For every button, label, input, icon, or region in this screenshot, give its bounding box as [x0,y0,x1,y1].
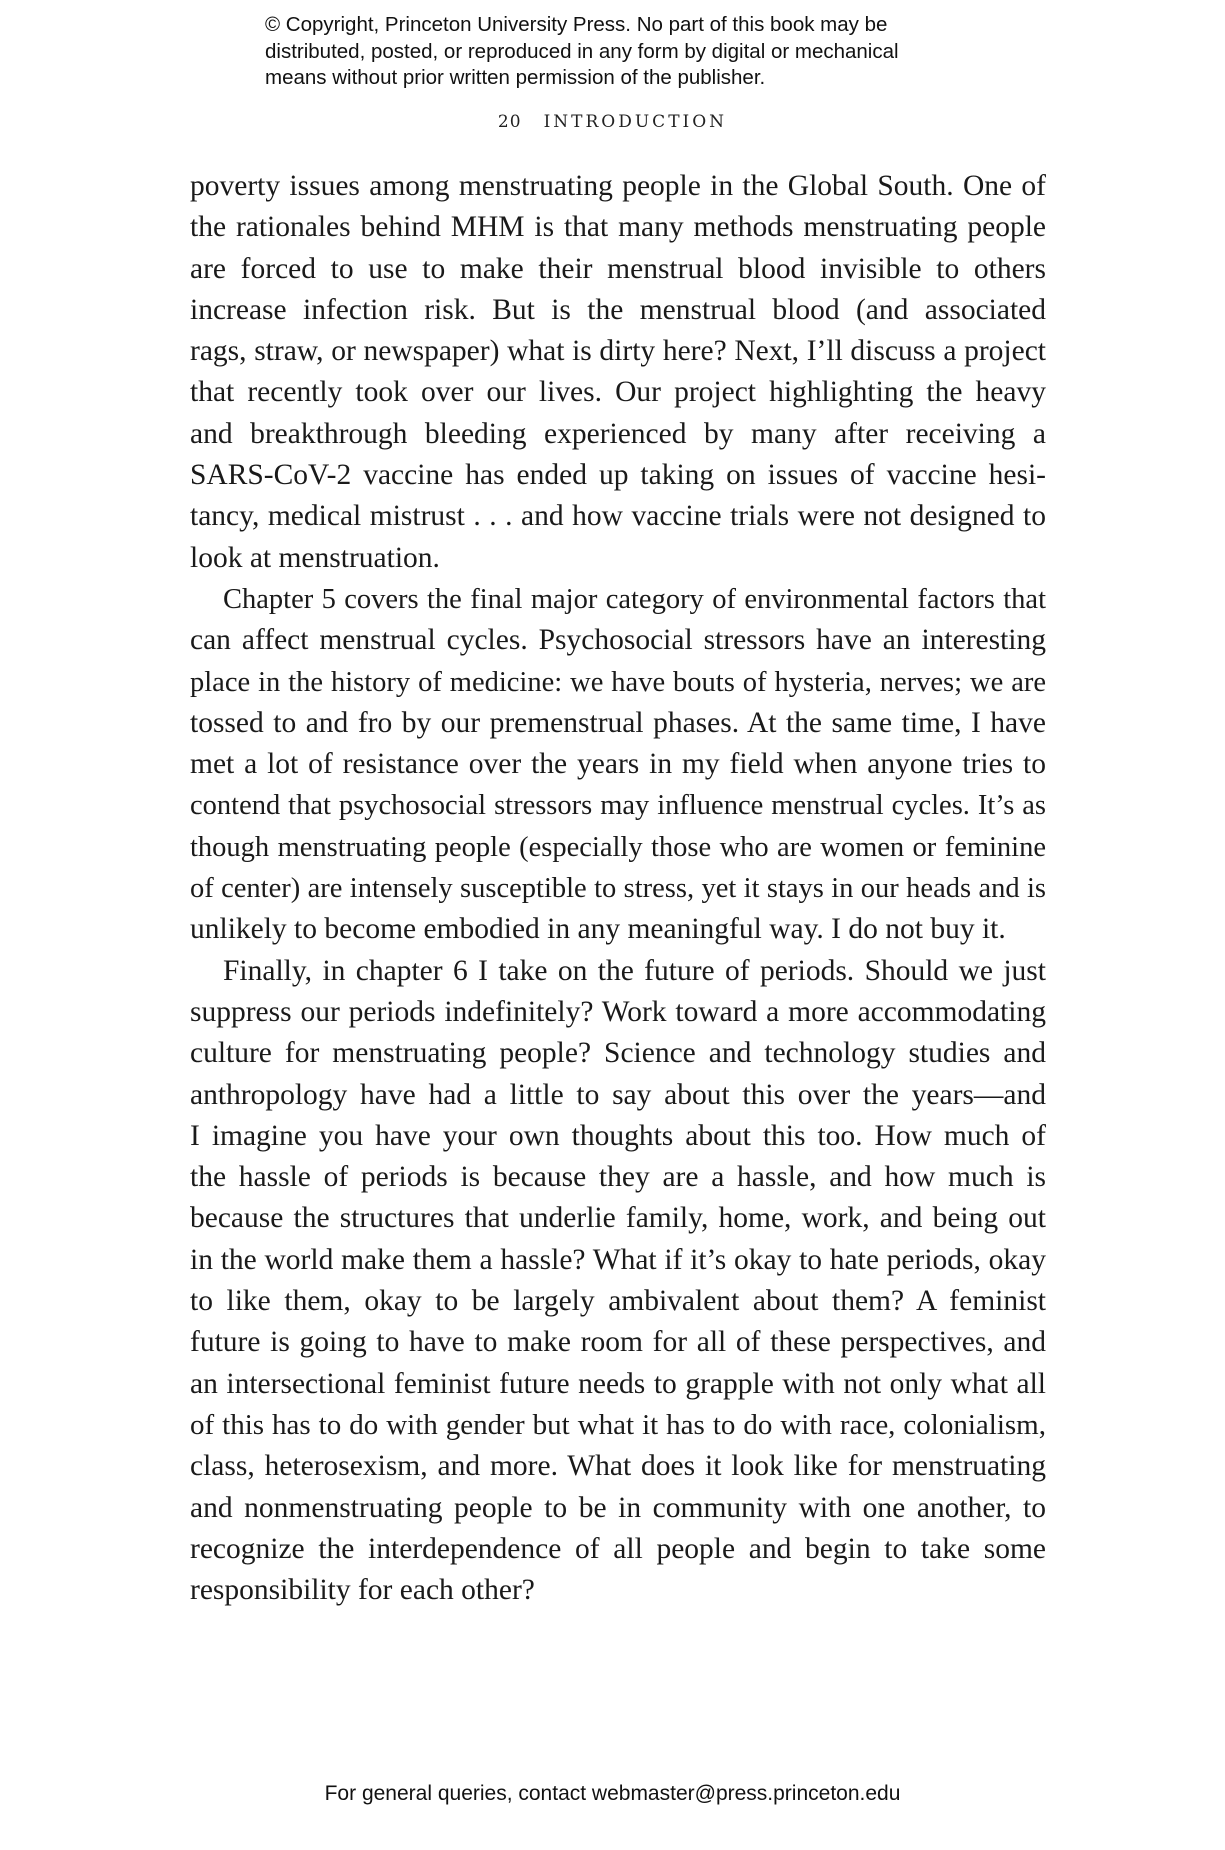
text-line: future is going to have to make room for all of these perspectives, and [190,1326,1046,1359]
text-line: are forced to use to make their menstrual blood invisible to others [190,252,1046,285]
text-line: can affect menstrual cycles. Psychosocial stressors have an interesting [190,624,1046,657]
paragraph [190,951,1046,1612]
text-line: SARS-CoV-2 vaccine has ended up taking on issues of vaccine hesi- [190,459,1046,492]
text-line: an intersectional feminist future needs to grapple with not only what all [190,1367,1046,1400]
text-line: and nonmenstruating people to be in community with one another, to [190,1491,1046,1524]
copyright-line: © Copyright, Princeton University Press. No part of this book may be [265,13,888,36]
section-title: INTRODUCTION [543,112,728,132]
text-line: unlikely to become embodied in any meaningful way. I do not buy it. [190,913,1006,946]
text-line: place in the history of medicine: we have bouts of hysteria, nerves; we are [190,666,1046,698]
text-line: though menstruating people (especially those who are women or feminine [190,831,1046,863]
text-line: class, heterosexism, and more. What does it look like for menstruating [190,1450,1046,1483]
paragraph [190,579,1046,951]
text-line: increase infection risk. But is the menstrual blood (and associated [190,293,1046,326]
text-line: anthropology have had a little to say about this over the years—and [190,1078,1046,1111]
text-line: and breakthrough bleeding experienced by many after receiving a [190,417,1046,450]
text-line: to like them, okay to be largely ambivalent about them? A feminist [190,1285,1046,1318]
text-line: recognize the interdependence of all people and begin to take some [190,1532,1046,1565]
text-line: met a lot of resistance over the years in my field when anyone tries to [190,748,1046,781]
page-number: 20 [497,112,522,132]
text-line: suppress our periods indefinitely? Work toward a more accommodating [190,995,1046,1028]
footer-contact: For general queries, contact webmaster@press.princeton.edu [324,1782,901,1805]
text-line: of this has to do with gender but what it has to do with race, colonialism, [190,1408,1046,1441]
copyright-line: distributed, posted, or reproduced in any form by digital or mechanical [265,39,899,63]
text-line: I imagine you have your own thoughts about this too. How much of [190,1119,1046,1152]
text-line: tancy, medical mistrust . . . and how vaccine trials were not designed to [190,500,1046,533]
text-line: Chapter 5 covers the final major category of environmental factors that [223,583,1046,615]
text-line: of center) are intensely susceptible to stress, yet it stays in our heads and is [190,873,1046,905]
body-text [190,166,1046,1611]
text-line: because the structures that underlie family, home, work, and being out [190,1202,1046,1235]
text-line: the rationales behind MHM is that many methods menstruating people [190,211,1046,244]
text-line: look at menstruation. [190,541,440,574]
text-line: Finally, in chapter 6 I take on the future of periods. Should we just [223,954,1046,987]
text-line: responsibility for each other? [190,1574,535,1607]
text-line: in the world make them a hassle? What if it’s okay to hate periods, okay [190,1243,1046,1276]
paragraph [190,166,1046,579]
text-line: culture for menstruating people? Science and technology studies and [190,1037,1046,1070]
text-line: poverty issues among menstruating people in the Global South. One of [190,170,1046,202]
text-line: rags, straw, or newspaper) what is dirty here? Next, I’ll discuss a project [190,335,1046,368]
text-line: contend that psychosocial stressors may influence menstrual cycles. It’s as [190,790,1046,822]
text-line: the hassle of periods is because they are a hassle, and how much is [190,1161,1046,1194]
text-line: tossed to and fro by our premenstrual phases. At the same time, I have [190,706,1046,739]
text-line: that recently took over our lives. Our project highlighting the heavy [190,376,1046,409]
running-head [0,112,1225,132]
copyright-line: means without prior written permission of the publisher. [265,66,766,89]
copyright-notice [265,12,985,92]
